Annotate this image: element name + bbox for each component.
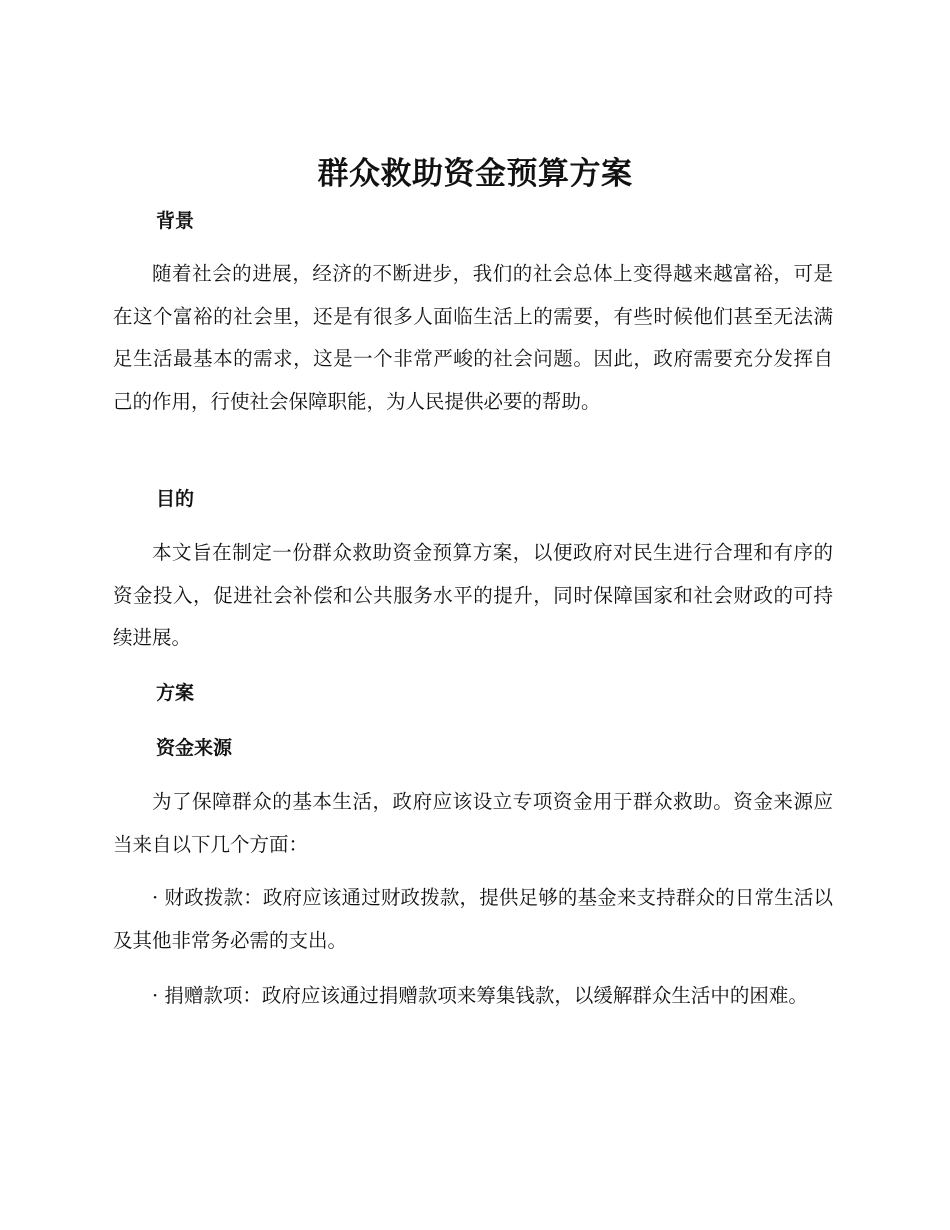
paragraph-background: 随着社会的进展，经济的不断进步，我们的社会总体上变得越来越富裕，可是在这个富裕的社会里，还是有很多人面临生活上的需要，有些时候他们甚至无法满足生活最基本的需求，这是一个非常严峻的社会问题。因此，政府需要充分发挥自己的作用，行使社会保障职能，为人民提供必要的帮助。 [113,262,833,413]
paragraph-purpose: 本文旨在制定一份群众救助资金预算方案，以便政府对民生进行合理和有序的资金投入，促进社会补偿和公共服务水平的提升，同时保障国家和社会财政的可持续进展。 [113,541,833,649]
document-title: 群众救助资金预算方案 [317,156,633,192]
section-heading-background: 背景 [156,210,195,232]
subsection-heading-funding-source: 资金来源 [156,737,233,759]
list-item-donations: · 捐赠款项：政府应该通过捐赠款项来筹集钱款，以缓解群众生活中的困难。 [152,984,808,1007]
section-heading-purpose: 目的 [156,488,195,510]
paragraph-funding-source: 为了保障群众的基本生活，政府应该设立专项资金用于群众救助。资金来源应当来自以下几个方面： [113,790,833,856]
section-heading-plan: 方案 [156,682,195,704]
list-item-fiscal-allocation: · 财政拨款：政府应该通过财政拨款，提供足够的基金来支持群众的日常生活以及其他非常务必需的支出。 [113,886,833,952]
